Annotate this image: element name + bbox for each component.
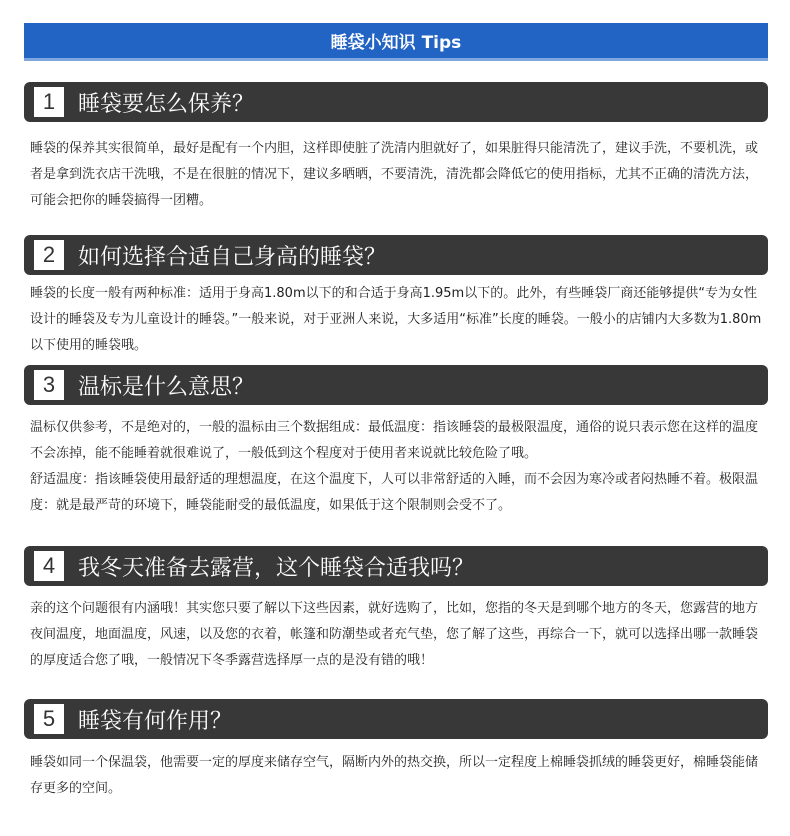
section-3-number: 3 <box>34 370 64 400</box>
section-5-title: 睡袋有何作用？ <box>78 708 233 734</box>
banner-title: 睡袋小知识 Tips <box>330 33 462 53</box>
section-1-header <box>24 82 768 122</box>
section-5-header <box>24 699 768 739</box>
section-2-number: 2 <box>34 240 64 270</box>
section-5-number: 5 <box>34 704 64 734</box>
section-1-number: 1 <box>34 87 64 117</box>
section-2-text: 睡袋的长度一般有两种标准：适用于身高1.80m以下的和合适于身高1.95m以下的。此外，有些睡袋厂商还能够提供“专为女性设计的睡袋及专为儿童设计的睡袋。”一般来说，对于亚洲人来说，大多适用“标准”长度的睡袋。一般小的店铺内大多数为1.80m以下使用的睡袋哦。 <box>30 286 762 353</box>
section-4-title: 我冬天准备去露营，这个睡袋合适我吗？ <box>78 555 475 581</box>
section-1-text: 睡袋的保养其实很简单，最好是配有一个内胆，这样即使脏了洗清内胆就好了，如果脏得只能清洗了，建议手洗，不要机洗，或者是拿到洗衣店干洗哦，不是在很脏的情况下，建议多晒晒，不要清洗，清洗都会降低它的使用指标，尤其不正确的清洗方法，可能会把你的睡袋搞得一团糟。 <box>30 141 759 208</box>
section-4-header <box>24 546 768 586</box>
section-3-header <box>24 365 768 405</box>
section-2-header <box>24 235 768 275</box>
section-4-number: 4 <box>34 551 64 581</box>
section-2-title: 如何选择合适自己身高的睡袋？ <box>78 244 387 270</box>
section-4-text: 亲的这个问题很有内涵哦！其实您只要了解以下这些因素，就好选购了，比如，您指的冬天是到哪个地方的冬天，您露营的地方夜间温度，地面温度，风速，以及您的衣着，帐篷和防潮垫或者充气垫，您了解了这些，再综合一下，就可以选择出哪一款睡袋的厚度适合您了哦，一般情况下冬季露营选择厚一点的是没有错的哦！ <box>30 601 759 668</box>
section-3-text: 温标仅供参考，不是绝对的，一般的温标由三个数据组成：最低温度：指该睡袋的最极限温度，通俗的说只表示您在这样的温度不会冻掉，能不能睡着就很难说了，一般低到这个程度对于使用者来说就比较危险了哦。 舒适温度：指该睡袋使用最舒适的理想温度，在这个温度下，人可以非常舒适的入睡，而不会因为寒冷或者闷热睡不着。极限温度：就是最严苛的环境下，睡袋能耐受的最低温度，如果低于这个限制则会受不了。 <box>30 420 759 513</box>
section-5-text: 睡袋如同一个保温袋，他需要一定的厚度来储存空气，隔断内外的热交换，所以一定程度上棉睡袋抓绒的睡袋更好，棉睡袋能储存更多的空间。 <box>30 755 759 796</box>
tips-banner <box>24 23 768 61</box>
section-3-title: 温标是什么意思？ <box>78 374 255 400</box>
section-1-title: 睡袋要怎么保养？ <box>78 91 255 117</box>
